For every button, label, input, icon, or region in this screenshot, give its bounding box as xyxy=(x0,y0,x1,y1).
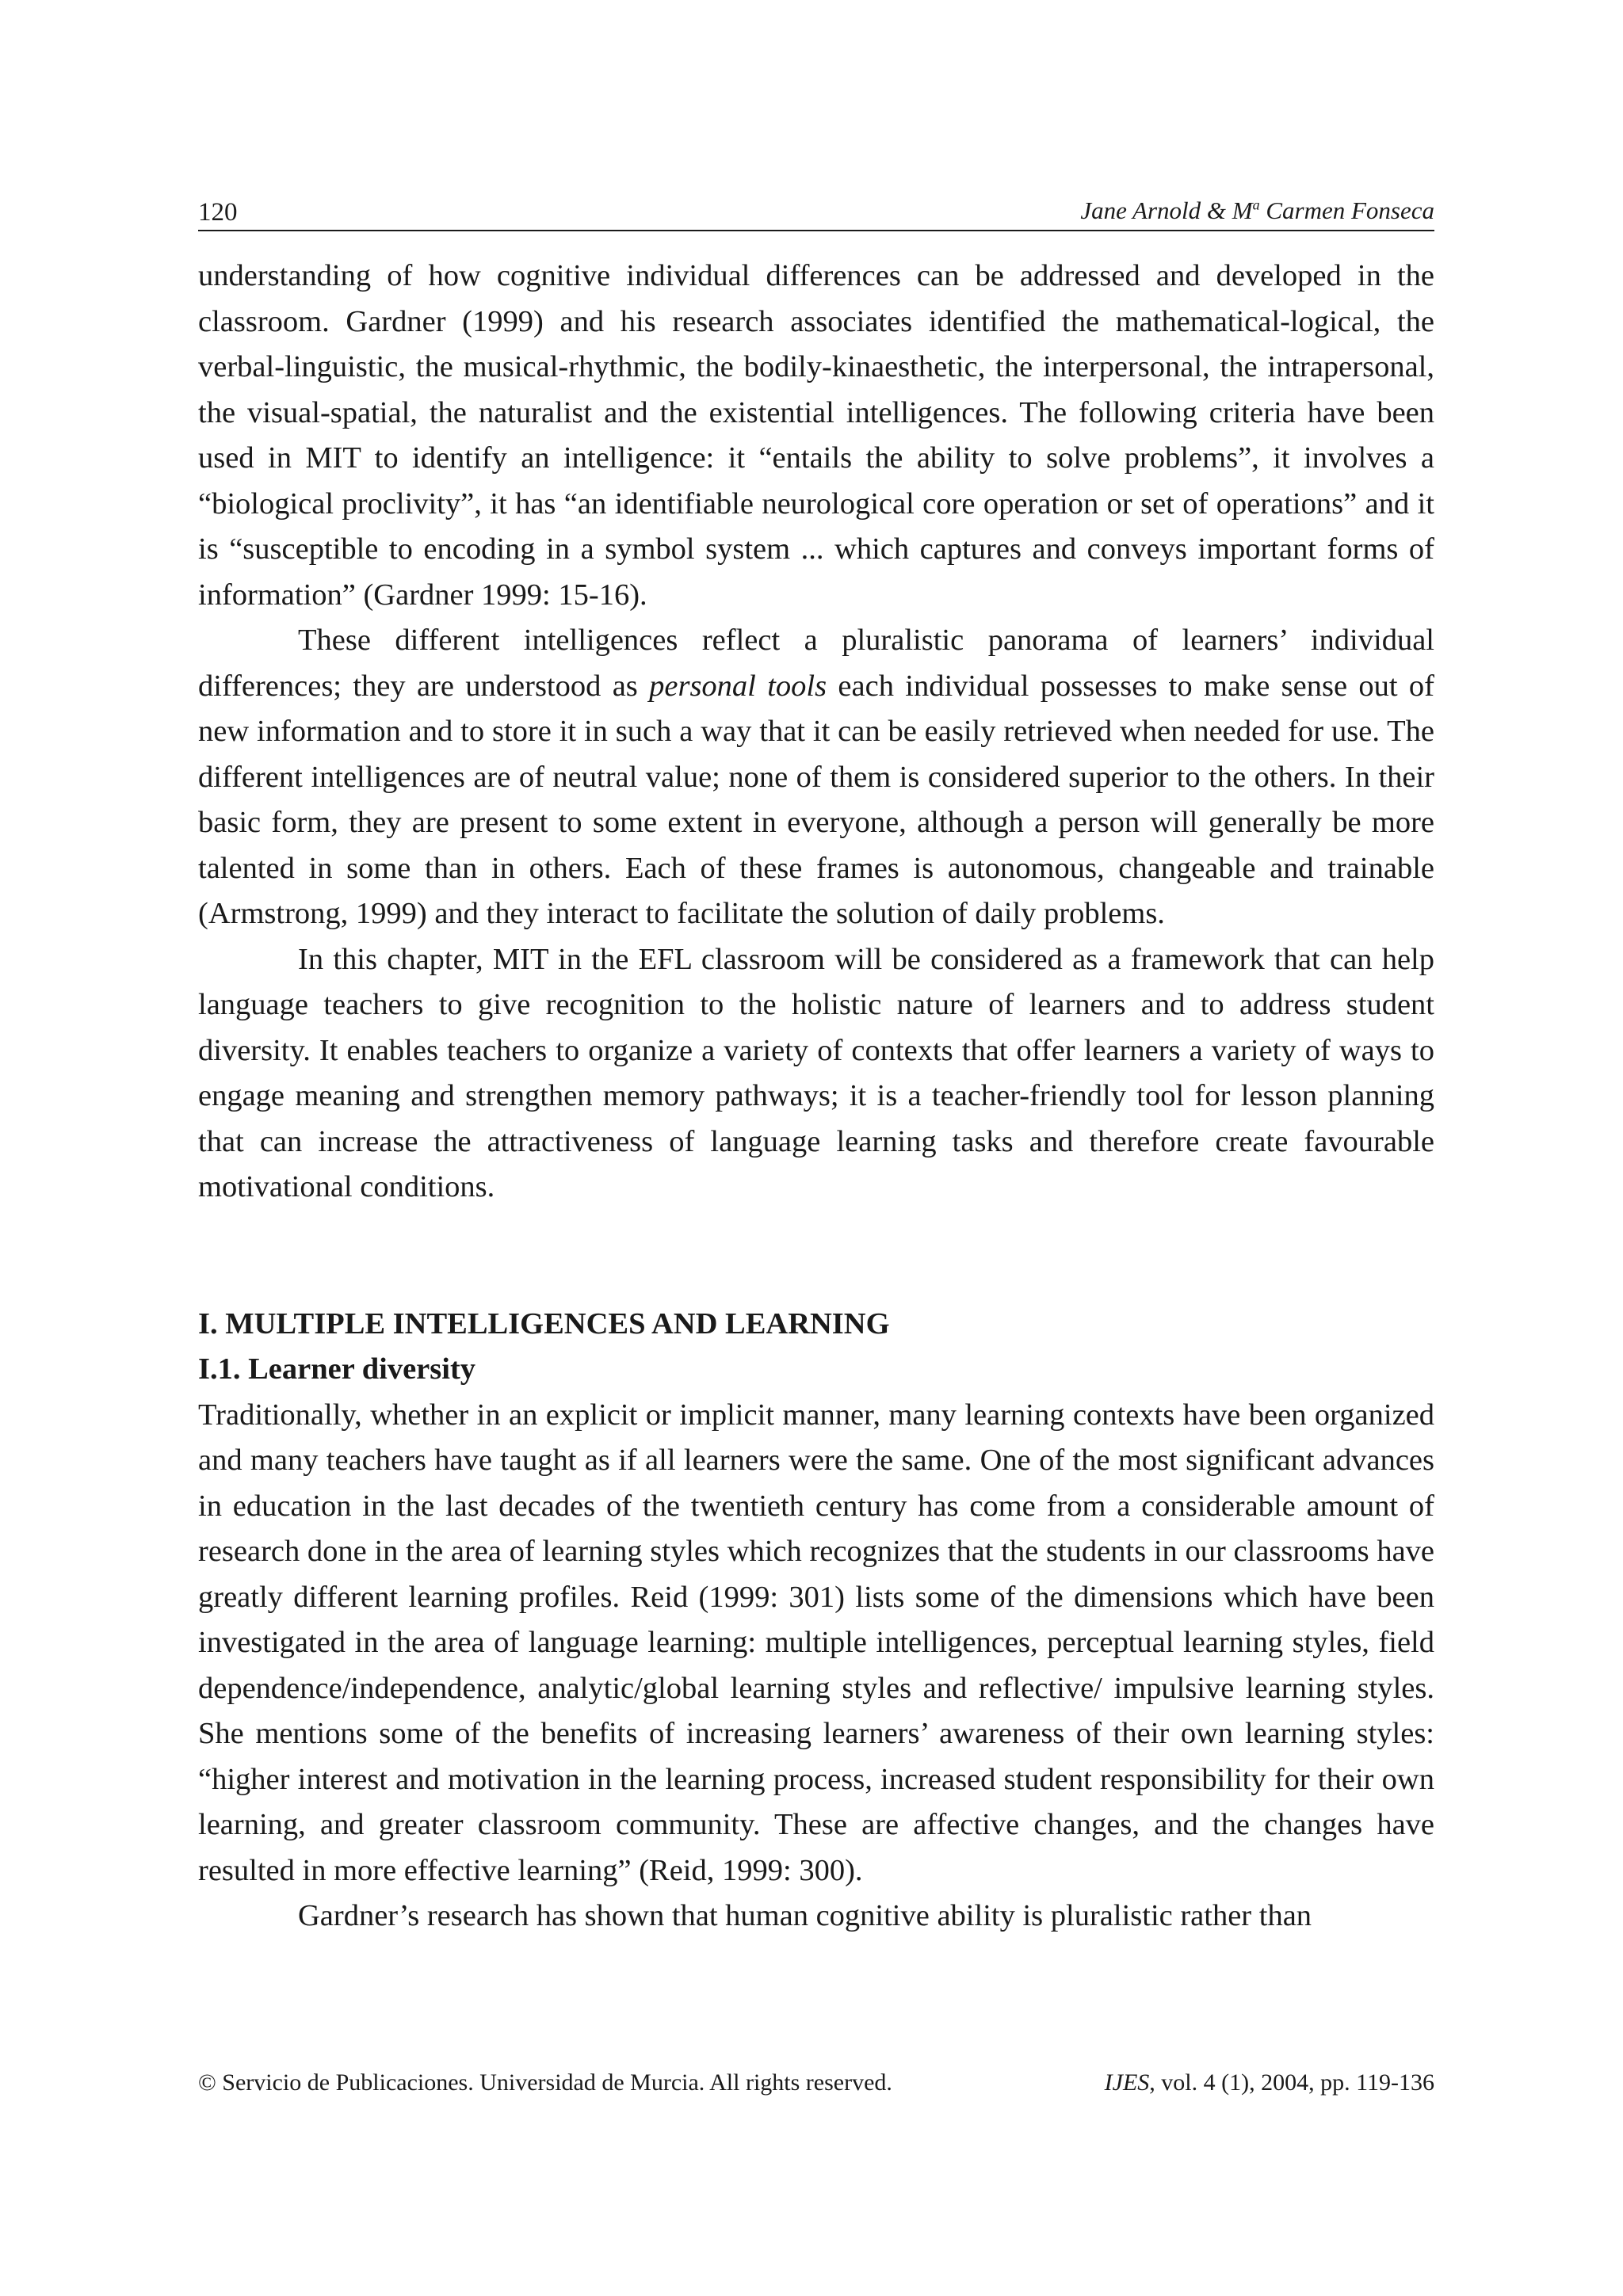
running-footer xyxy=(198,2069,1434,2101)
footer-copyright: © Servicio de Publicaciones. Universidad de Murcia. All rights reserved. xyxy=(198,2069,892,2096)
subsection-heading: I.1. Learner diversity xyxy=(198,1352,476,1386)
authors-prefix: Jane Arnold & M xyxy=(1080,196,1253,224)
footer-volume: , vol. 4 (1), 2004, pp. 119-136 xyxy=(1149,2069,1434,2096)
body-text xyxy=(198,254,1434,1939)
section-heading: I. MULTIPLE INTELLIGENCES AND LEARNING xyxy=(198,1306,890,1341)
paragraph-text: These different intelligences reflect a pluralistic panorama of learners’ individual differences; they are understood as xyxy=(198,624,1434,703)
page xyxy=(198,190,1434,1939)
footer-journal: IJES xyxy=(1104,2069,1150,2096)
paragraph-learner-diversity: Traditionally, whether in an explicit or implicit manner, many learning contexts have been organized and many teachers have taught as if all learners were the same. One of the most significant advances in education in the last decades of the twentieth century has come from a considerable amount of research done in the area of learning styles which recognizes that the students in our classrooms have greatly different learning profiles. Reid (1999: 301) lists some of the dimensions which have been investigated in the area of language learning: multiple intelligences, perceptual learning styles, field dependence/independence, analytic/global learning styles and reflective/ impulsive learning styles. She mentions some of the benefits of increasing learners’ awareness of their own learning styles: “higher interest and motivation in the learning process, increased student responsibility for their own learning, and greater classroom community. These are affective changes, and the changes have resulted in more effective learning” (Reid, 1999: 300). xyxy=(198,1398,1434,1887)
paragraph-chapter-framework: In this chapter, MIT in the EFL classroom will be considered as a framework that can help language teachers to give recognition to the holistic nature of learners and to address student diversity. It enables teachers to organize a variety of contexts that offer learners a variety of ways to engage meaning and strengthen memory pathways; it is a teacher-friendly tool for lesson planning that can increase the attractiveness of language learning tasks and therefore create favourable motivational conditions. xyxy=(198,942,1434,1203)
authors-suffix: Carmen Fonseca xyxy=(1259,196,1434,224)
paragraph-continuation: understanding of how cognitive individual differences can be addressed and developed in the classroom. Gardner (1999) and his research associates identified the mathematical-logical, the verbal-linguistic, the musical-rhythmic, the bodily-kinaesthetic, the interpersonal, the intrapersonal, the visual-spatial, the naturalist and the existential intelligences. The following criteria have been used in MIT to identify an intelligence: it “entails the ability to solve problems”, it involves a “biological proclivity”, it has “an identifiable neurological core operation or set of operations” and it is “susceptible to encoding in a symbol system ... which captures and conveys important forms of information” (Gardner 1999: 15-16). xyxy=(198,259,1434,612)
page-number: 120 xyxy=(198,198,238,227)
paragraph-text: each individual possesses to make sense out of new information and to store it in such a way that it can be easily retrieved when needed for use. The different intelligences are of neutral value; none of them is considered superior to the others. In their basic form, they are present to some extent in everyone, although a person will generally be more talented in some than in others. Each of these frames is autonomous, changeable and trainable (Armstrong, 1999) and they interact to facilitate the solution of daily problems. xyxy=(198,669,1434,930)
authors-superscript: a xyxy=(1252,196,1260,213)
paragraph-intelligences-panorama xyxy=(198,618,1434,937)
footer-citation xyxy=(1105,2069,1434,2096)
emphasis-personal-tools: personal tools xyxy=(649,669,827,703)
running-header-authors xyxy=(1080,196,1434,225)
paragraph-gardner-research: Gardner’s research has shown that human cognitive ability is pluralistic rather than xyxy=(298,1899,1312,1932)
running-header xyxy=(198,190,1434,231)
